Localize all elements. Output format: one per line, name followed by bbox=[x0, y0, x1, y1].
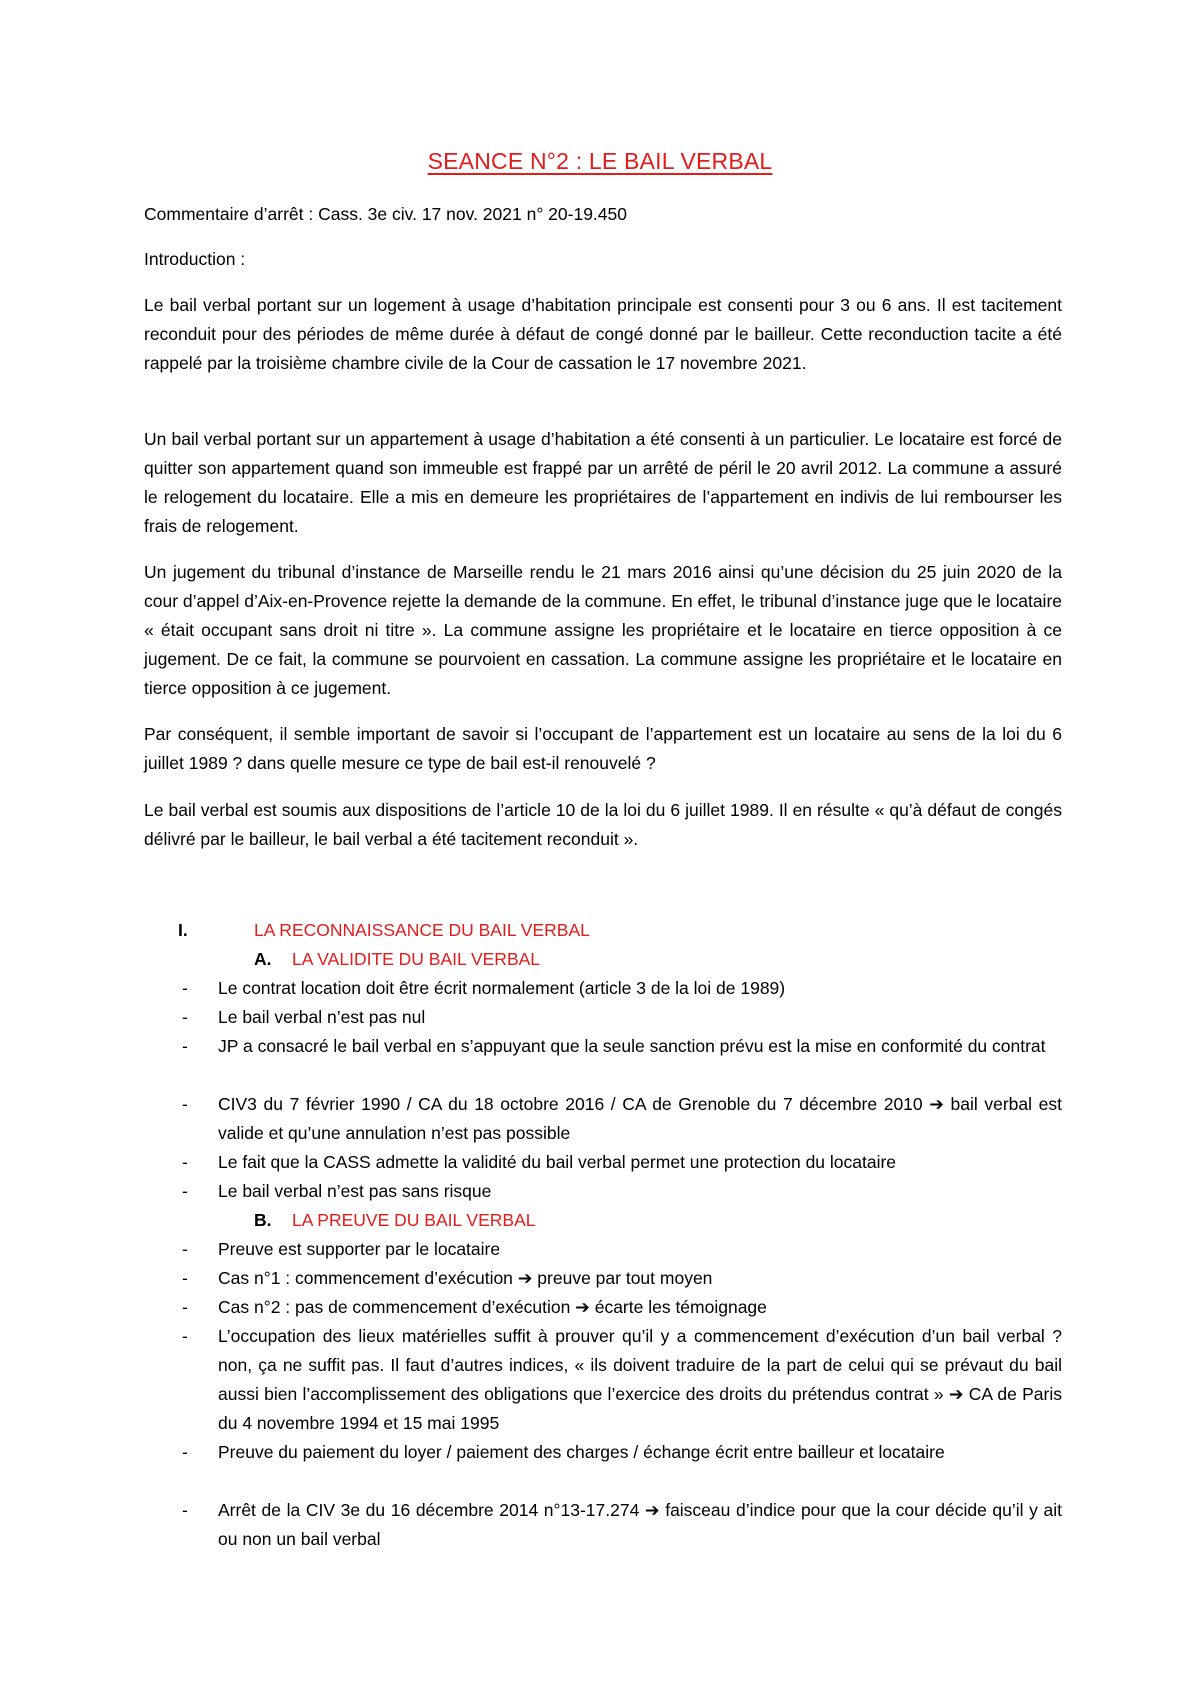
list-item bbox=[144, 1177, 1062, 1206]
section-number: I. bbox=[178, 920, 188, 940]
bullet-dash: - bbox=[182, 1268, 188, 1288]
list-item-text: Arrêt de la CIV 3e du 16 décembre 2014 n°13-17.274 ➔ faisceau d’indice pour que la cour décide qu’il y ait ou non un bail verbal bbox=[218, 1500, 1062, 1549]
list-item bbox=[144, 1293, 1062, 1322]
list-item-text: Preuve du paiement du loyer / paiement des charges / échange écrit entre bailleur et locataire bbox=[218, 1442, 945, 1462]
paragraph: Le bail verbal est soumis aux dispositions de l’article 10 de la loi du 6 juillet 1989. Il en résulte « qu’à défaut de congés délivré par le bailleur, le bail verbal a été tacitement reconduit ». bbox=[144, 800, 1062, 849]
paragraph: Le bail verbal portant sur un logement à usage d’habitation principale est consenti pour 3 ou 6 ans. Il est tacitement reconduit pour des périodes de même durée à défaut de congé donné par le bailleur. Cette reconduction tacite a été rappelé par la troisième chambre civile de la Cour de cassation le 17 novembre 2021. bbox=[144, 295, 1062, 373]
subsection-letter: A. bbox=[254, 949, 272, 969]
intro-label: Introduction : bbox=[144, 249, 246, 269]
list-item bbox=[144, 1264, 1062, 1293]
subsection-title: LA PREUVE DU BAIL VERBAL bbox=[292, 1210, 536, 1230]
bullet-dash: - bbox=[182, 1500, 188, 1520]
document-title: SEANCE N°2 : LE BAIL VERBAL bbox=[427, 148, 773, 174]
section-title: LA RECONNAISSANCE DU BAIL VERBAL bbox=[254, 920, 590, 940]
list-item-text: Cas n°2 : pas de commencement d’exécution ➔ écarte les témoignage bbox=[218, 1297, 767, 1317]
subtitle: Commentaire d’arrêt : Cass. 3e civ. 17 nov. 2021 n° 20-19.450 bbox=[144, 204, 627, 224]
bullet-dash: - bbox=[182, 1036, 188, 1056]
bullet-dash: - bbox=[182, 1094, 188, 1114]
list-item bbox=[144, 1090, 1062, 1148]
list-item-text: Le fait que la CASS admette la validité du bail verbal permet une protection du locataire bbox=[218, 1152, 897, 1172]
list-item-text: Le bail verbal n’est pas nul bbox=[218, 1007, 426, 1027]
paragraph: Par conséquent, il semble important de savoir si l’occupant de l’appartement est un locataire au sens de la loi du 6 juillet 1989 ? dans quelle mesure ce type de bail est-il renouvelé ? bbox=[144, 724, 1062, 773]
list-item bbox=[144, 1496, 1062, 1554]
paragraph: Un jugement du tribunal d’instance de Marseille rendu le 21 mars 2016 ainsi qu’une décision du 25 juin 2020 de la cour d’appel d’Aix-en-Provence rejette la demande de la commune. En effet, le tribunal d’instance juge que le locataire « était occupant sans droit ni titre ». La commune assigne les propriétaire et le locataire en tierce opposition à ce jugement. De ce fait, la commune se pourvoient en cassation. La commune assigne les propriétaire et le locataire en tierce opposition à ce jugement. bbox=[144, 562, 1063, 698]
bullet-dash: - bbox=[182, 1326, 188, 1346]
bullet-dash: - bbox=[182, 1297, 188, 1317]
bullet-dash: - bbox=[182, 978, 188, 998]
list-item-text: Le contrat location doit être écrit normalement (article 3 de la loi de 1989) bbox=[218, 978, 786, 998]
list-item bbox=[144, 974, 1062, 1003]
list-item bbox=[144, 1003, 1062, 1032]
bullet-dash: - bbox=[182, 1152, 188, 1172]
paragraph: Un bail verbal portant sur un appartement à usage d’habitation a été consenti à un particulier. Le locataire est forcé de quitter son appartement quand son immeuble est frappé par un arrêté de péril le 20 avril 2012. La commune a assuré le relogement du locataire. Elle a mis en demeure les propriétaires de l’appartement en indivis de lui rembourser les frais de relogement. bbox=[144, 429, 1062, 536]
list-item bbox=[144, 1148, 1062, 1177]
list-item bbox=[144, 1235, 1062, 1264]
bullet-dash: - bbox=[182, 1442, 188, 1462]
list-item-text: CIV3 du 7 février 1990 / CA du 18 octobre 2016 / CA de Grenoble du 7 décembre 2010 ➔ bail verbal est valide et qu’une annulation n’est pas possible bbox=[218, 1094, 1062, 1143]
list-item bbox=[144, 1438, 1062, 1496]
list-item bbox=[144, 1032, 1062, 1090]
list-item-text: Le bail verbal n’est pas sans risque bbox=[218, 1181, 492, 1201]
list-item-text: Preuve est supporter par le locataire bbox=[218, 1239, 501, 1259]
subsection-title: LA VALIDITE DU BAIL VERBAL bbox=[292, 949, 541, 969]
list-item-text: L’occupation des lieux matérielles suffit à prouver qu’il y a commencement d’exécution d’un bail verbal ? non, ça ne suffit pas. Il faut d’autres indices, « ils doivent traduire de la part de celui qui se prévaut du bail aussi bien l’accomplissement des obligations que l’exercice des droits du prétendus contrat » ➔ CA de Paris du 4 novembre 1994 et 15 mai 1995 bbox=[218, 1326, 1062, 1433]
list-item bbox=[144, 1322, 1062, 1438]
list-item-text: JP a consacré le bail verbal en s’appuyant que la seule sanction prévu est la mise en conformité du contrat bbox=[218, 1036, 1046, 1056]
bullet-dash: - bbox=[182, 1181, 188, 1201]
bullet-dash: - bbox=[182, 1007, 188, 1027]
bullet-dash: - bbox=[182, 1239, 188, 1259]
subsection-letter: B. bbox=[254, 1210, 272, 1230]
list-item-text: Cas n°1 : commencement d’exécution ➔ preuve par tout moyen bbox=[218, 1268, 713, 1288]
